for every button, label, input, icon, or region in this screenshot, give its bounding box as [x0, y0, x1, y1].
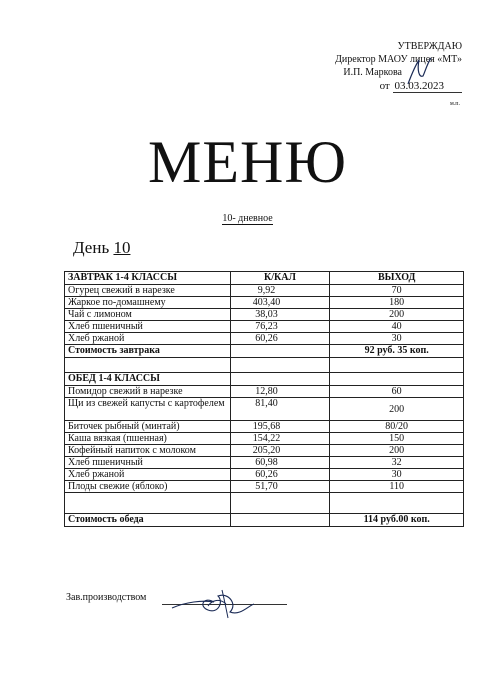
- empty-cell: [65, 493, 231, 514]
- footer-label: Зав.производством: [66, 592, 147, 603]
- empty-cell: [330, 358, 464, 373]
- lunch-total-value: 114 руб.00 коп.: [330, 514, 464, 527]
- item-output: 110: [330, 481, 464, 493]
- item-name: Биточек рыбный (минтай): [65, 421, 231, 433]
- approval-heading: УТВЕРЖДАЮ: [397, 41, 462, 52]
- item-name: Щи из свежей капусты с картофелем: [65, 398, 231, 421]
- item-output: 200: [330, 309, 464, 321]
- table-row: [65, 398, 464, 421]
- item-kcal: 60,26: [230, 333, 330, 345]
- item-kcal: 205,20: [230, 445, 330, 457]
- item-kcal: 60,98: [230, 457, 330, 469]
- empty-cell: [330, 493, 464, 514]
- approval-date-line: [335, 80, 462, 93]
- approval-date-prefix: от: [379, 80, 390, 92]
- breakfast-total-label: Стоимость завтрака: [65, 345, 231, 358]
- page-subtitle: [0, 213, 495, 224]
- item-kcal: 76,23: [230, 321, 330, 333]
- item-kcal: 12,80: [230, 386, 330, 398]
- table-header-row: [65, 272, 464, 285]
- table-row: [65, 333, 464, 345]
- item-kcal: 195,68: [230, 421, 330, 433]
- item-kcal: 38,03: [230, 309, 330, 321]
- menu-table: [64, 271, 464, 527]
- item-name: Хлеб ржаной: [65, 469, 231, 481]
- breakfast-header: ЗАВТРАК 1-4 КЛАССЫ: [65, 272, 231, 285]
- empty-cell: [230, 358, 330, 373]
- lunch-total-label: Стоимость обеда: [65, 514, 231, 527]
- item-output: 40: [330, 321, 464, 333]
- empty-cell: [230, 345, 330, 358]
- item-kcal: 154,22: [230, 433, 330, 445]
- empty-cell: [230, 514, 330, 527]
- table-row: [65, 297, 464, 309]
- table-row: [65, 481, 464, 493]
- item-output: 200: [330, 445, 464, 457]
- day-number: 10: [113, 238, 131, 257]
- item-name: Кофейный напиток с молоком: [65, 445, 231, 457]
- seal-caption: м.п.: [449, 101, 460, 107]
- breakfast-total-value: 92 руб. 35 коп.: [330, 345, 464, 358]
- item-name: Каша вязкая (пшенная): [65, 433, 231, 445]
- item-name: Жаркое по-домашнему: [65, 297, 231, 309]
- item-output: 30: [330, 469, 464, 481]
- item-output: 150: [330, 433, 464, 445]
- item-output: 32: [330, 457, 464, 469]
- approval-position: Директор МАОУ лицея «МТ»: [335, 54, 462, 65]
- breakfast-total-row: [65, 345, 464, 358]
- table-row: [65, 321, 464, 333]
- empty-cell: [330, 373, 464, 386]
- empty-cell: [65, 358, 231, 373]
- item-kcal: 403,40: [230, 297, 330, 309]
- empty-cell: [230, 373, 330, 386]
- spacer-row: [65, 358, 464, 373]
- table-row: [65, 386, 464, 398]
- table-row: [65, 457, 464, 469]
- day-label: День: [73, 238, 110, 257]
- manager-signature-icon: [168, 582, 258, 622]
- item-kcal: 81,40: [230, 398, 330, 421]
- approval-block: [335, 40, 462, 107]
- spacer-row: [65, 493, 464, 514]
- item-kcal: 60,26: [230, 469, 330, 481]
- item-output: 200: [330, 398, 464, 421]
- item-name: Огурец свежий в нарезке: [65, 285, 231, 297]
- item-name: Чай с лимоном: [65, 309, 231, 321]
- output-header: ВЫХОД: [330, 272, 464, 285]
- table-row: [65, 421, 464, 433]
- table-row: [65, 309, 464, 321]
- table-row: [65, 433, 464, 445]
- item-name: Хлеб ржаной: [65, 333, 231, 345]
- director-signature-icon: [405, 54, 435, 88]
- kcal-header: К/КАЛ: [230, 272, 330, 285]
- lunch-total-row: [65, 514, 464, 527]
- item-name: Плоды свежие (яблоко): [65, 481, 231, 493]
- item-kcal: 51,70: [230, 481, 330, 493]
- item-output: 180: [330, 297, 464, 309]
- empty-cell: [230, 493, 330, 514]
- table-row: [65, 469, 464, 481]
- item-output: 70: [330, 285, 464, 297]
- item-name: Помидор свежий в нарезке: [65, 386, 231, 398]
- table-row: [65, 445, 464, 457]
- day-heading: [73, 238, 130, 258]
- item-name: Хлеб пшеничный: [65, 457, 231, 469]
- approval-name: И.П. Маркова: [343, 67, 402, 78]
- item-output: 60: [330, 386, 464, 398]
- page-title: МЕНЮ: [148, 129, 347, 195]
- item-name: Хлеб пшеничный: [65, 321, 231, 333]
- subtitle-text: 10- дневное: [222, 213, 273, 224]
- lunch-header-row: [65, 373, 464, 386]
- approval-date: 03.03.2023: [393, 80, 463, 93]
- table-row: [65, 285, 464, 297]
- item-output: 30: [330, 333, 464, 345]
- item-kcal: 9,92: [230, 285, 330, 297]
- item-output: 80/20: [330, 421, 464, 433]
- lunch-header: ОБЕД 1-4 КЛАССЫ: [65, 373, 231, 386]
